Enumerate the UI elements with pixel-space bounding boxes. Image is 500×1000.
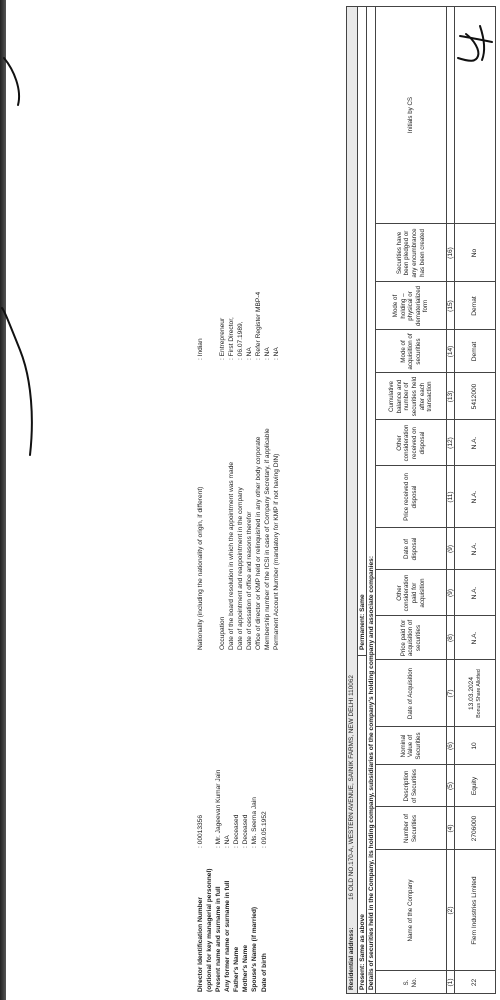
cell-price-received: N.A. [471, 490, 478, 504]
occupation-label: Occupation [219, 616, 226, 650]
col-header-price-paid: Price paid for acquisition of securities [399, 619, 422, 657]
mother-name-label: Mother's Name [242, 944, 249, 992]
date-of-birth-label: Date of birth [261, 953, 268, 992]
col-number: (1) [446, 978, 454, 987]
col-number: (4) [446, 824, 454, 833]
cessation-label: Date of cessation of office and reasons therefor [246, 511, 253, 650]
cessation-value: : NA [246, 347, 253, 360]
cell-date-acquisition [455, 660, 495, 727]
cell-company: Fiem Industries Limited [471, 876, 478, 945]
col-number: (15) [446, 300, 454, 312]
cell-number: 2706000 [471, 815, 478, 842]
icsi-membership-label: Membership number of the ICSI in case of Company Secretary, if applicable [264, 428, 271, 650]
date-acquisition-value: 13.03.2024 [467, 677, 475, 711]
cell-sno: 22 [471, 978, 478, 987]
din-optional-note: (optional for key managerial personnel) [206, 868, 213, 992]
father-name-label: Father's Name [233, 946, 240, 992]
mother-name-value: : Deceased [242, 814, 249, 848]
father-name-value: : Deceased [233, 814, 240, 848]
former-name-value: : NA [224, 835, 231, 848]
cell-pledged: No [471, 248, 478, 258]
other-office-label: Office of director or KMP held or relinquished in any other body corporate [255, 436, 262, 650]
din-value: : 00013356 [197, 814, 204, 848]
cell-initials [455, 6, 495, 224]
cell-other-received: N.A. [471, 436, 478, 450]
rule-address [357, 6, 358, 994]
col-header-cumulative: Cumulative balance and number of securities held after each transaction [388, 376, 434, 417]
col-number: (13) [446, 390, 454, 403]
date-of-birth-value: : 09.05.1952 [261, 811, 268, 848]
icsi-membership-value: : NA [264, 347, 271, 360]
col-number: (12) [446, 437, 454, 449]
cell-other-paid: N.A. [471, 586, 478, 600]
col-number: (11) [446, 491, 454, 503]
col-header-initials: Initials by CS [407, 96, 415, 134]
col-number: (9) [446, 588, 454, 598]
col-header-nominal: Nominal Value of Securities [399, 732, 422, 760]
col-number: (14) [446, 345, 454, 358]
nationality-value: : Indian [197, 338, 204, 360]
residential-address-value: 16 OLD NO.170-A, WESTERN AVENUE, SAINIK FARMS, NEW DELHI 110062 [348, 675, 355, 900]
pan-label: Permanent Account Number (mandatory for KMP if not having DIN) [273, 453, 280, 650]
col-header-other-received: Other consideration received on disposal [395, 424, 426, 462]
rule-present [366, 6, 367, 994]
cell-description: Equity [471, 776, 478, 796]
col-header-mode-holding: Mode of holding – physical or dematerialized form [392, 285, 430, 327]
board-resolution-value: : First Director, [228, 317, 235, 360]
cell-mode-holding: Demat [471, 296, 478, 316]
present-name-value: : Mr. Jageevan Kumar Jain [215, 769, 222, 848]
appointment-date-value: : 06.07.1989, [237, 321, 244, 360]
col-header-date-acquisition: Date of Acquisition [407, 667, 415, 720]
appointment-date-label: Date of appointment and reappointment in the company [237, 487, 244, 650]
col-number: (6) [446, 741, 454, 751]
cell-price-paid: N.A. [471, 631, 478, 645]
col-header-company: Name of the Company [407, 879, 415, 942]
din-label: Director Identification Number [197, 897, 204, 992]
rule-permanent-divider [357, 655, 366, 656]
cell-cumulative: 5412000 [471, 383, 478, 410]
cell-date-disposal: N.A. [471, 542, 478, 556]
col-number: (8) [446, 633, 454, 643]
spouse-name-label: Spouse's Name (if married) [251, 906, 258, 992]
permanent-address: Permanent: Same [359, 594, 366, 650]
other-office-value: : Refer Register MBP-4 [255, 291, 262, 360]
col-header-mode-acquisition: Mode of acquisition of securities [399, 333, 422, 370]
spouse-name-value: : Ms. Seema Jain [251, 797, 258, 848]
cell-nominal: 10 [471, 742, 478, 750]
nationality-label: Nationality (including the nationality of origin, if different) [197, 486, 204, 650]
col-number: (7) [446, 689, 454, 698]
col-header-number: Number of Securities [403, 814, 418, 843]
present-address: Present: Same as above [359, 914, 366, 990]
board-resolution-label: Date of the board resolution in which the appointment was made [228, 461, 235, 650]
pen-stroke-top [0, 300, 40, 460]
securities-heading: Details of securities held in the Company, its holding company, subsidiaries of the company's holding company and associate companies: [368, 555, 375, 990]
date-acquisition-note: Bonus Share Allotted [475, 669, 482, 718]
present-name-label: Present name and surname in full [215, 886, 222, 992]
occupation-value: : Entrepreneur [219, 317, 226, 360]
residential-address-label: Residential address: [348, 927, 355, 990]
col-header-price-received: Price received on disposal [403, 473, 418, 521]
col-number: (5) [446, 781, 454, 791]
col-number: (9) [446, 544, 454, 554]
cell-mode-acquisition: Demat [471, 341, 478, 362]
col-header-pledged: Securities have been pledged or any encumbrance has been created [395, 228, 426, 278]
col-number: (16) [446, 247, 454, 259]
former-name-label: Any former name or surname in full [224, 880, 231, 992]
pan-value: : NA [273, 347, 280, 360]
col-header-date-disposal: Date of disposal [403, 537, 418, 561]
col-number: (2) [446, 906, 454, 915]
col-header-description: Description of Securities [403, 768, 418, 804]
scan-border [0, 0, 6, 1000]
col-header-other-paid: Other consideration paid for acquisition [395, 574, 426, 612]
col-header-sno: S. No. [403, 977, 418, 988]
